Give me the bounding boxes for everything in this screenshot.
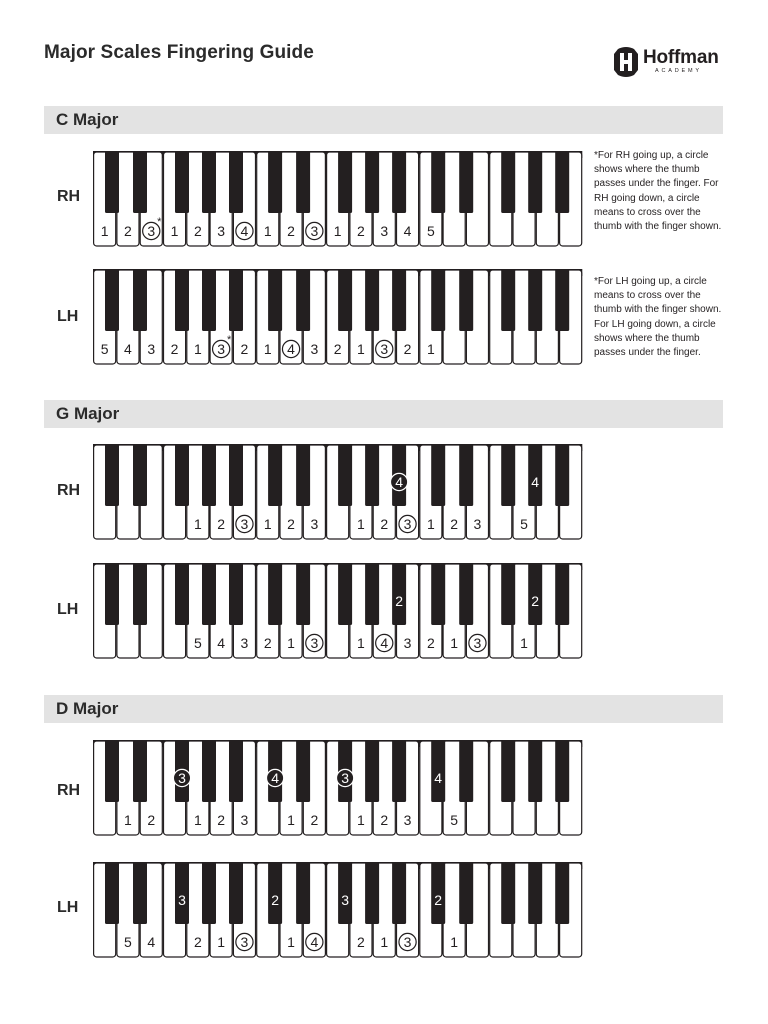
- black-key: [229, 444, 243, 506]
- logo-subtitle: ACADEMY: [655, 68, 702, 74]
- hand-label-rh: RH: [57, 188, 81, 205]
- black-key: [431, 563, 445, 625]
- black-key: [555, 444, 569, 506]
- finger-number: 2: [124, 223, 132, 239]
- black-key: [528, 862, 542, 924]
- finger-number: 1: [263, 516, 272, 532]
- black-key: [175, 151, 189, 213]
- finger-number: 3: [240, 635, 249, 651]
- hand-label-lh: LH: [57, 899, 79, 916]
- finger-number: 1: [357, 635, 365, 651]
- black-key: [431, 269, 445, 331]
- finger-number: 1: [217, 934, 226, 950]
- black-key: [202, 444, 216, 506]
- finger-number: 2: [395, 593, 403, 609]
- finger-number: 4: [287, 341, 295, 357]
- finger-number: 3: [380, 341, 389, 357]
- hoffman-academy-logo: [612, 46, 727, 80]
- black-key: [202, 151, 216, 213]
- black-key: [105, 269, 119, 331]
- black-key: [229, 862, 243, 924]
- finger-number: 4: [217, 635, 226, 651]
- finger-number: 1: [333, 223, 342, 239]
- black-key: [296, 151, 310, 213]
- black-key: [365, 740, 379, 802]
- black-key: [459, 563, 473, 625]
- finger-number: 3: [310, 635, 319, 651]
- black-key: [528, 151, 542, 213]
- black-key: [133, 563, 147, 625]
- finger-number: 1: [450, 934, 459, 950]
- hand-label-lh: LH: [57, 308, 79, 325]
- black-key: [555, 151, 569, 213]
- black-key: [202, 862, 216, 924]
- black-key: [392, 740, 406, 802]
- black-key: [268, 269, 282, 331]
- hand-label-rh: RH: [57, 482, 81, 499]
- black-key: [133, 151, 147, 213]
- finger-number: 3: [240, 812, 249, 828]
- black-key: [501, 862, 515, 924]
- black-key: [105, 740, 119, 802]
- finger-number: 1: [287, 635, 295, 651]
- finger-number: 1: [426, 341, 435, 357]
- keyboard-c-major-lh: [93, 269, 583, 366]
- hand-label-rh: RH: [57, 782, 81, 799]
- black-key: [501, 444, 515, 506]
- finger-number: 5: [100, 341, 109, 357]
- black-key: [501, 269, 515, 331]
- black-key: [338, 151, 352, 213]
- finger-number: 2: [434, 892, 443, 908]
- logo-brand-name: Hoffman: [643, 47, 719, 68]
- finger-number: 3: [147, 341, 156, 357]
- finger-number: 1: [263, 341, 272, 357]
- finger-number: 1: [287, 812, 295, 828]
- black-key: [268, 151, 282, 213]
- finger-number: 1: [380, 934, 389, 950]
- finger-number: 3: [310, 341, 319, 357]
- keyboard-c-major-rh: [93, 151, 583, 248]
- page-title: Major Scales Fingering Guide: [44, 42, 314, 63]
- finger-number: 2: [263, 635, 272, 651]
- black-key: [459, 151, 473, 213]
- finger-number: 1: [124, 812, 132, 828]
- black-key: [105, 563, 119, 625]
- black-key: [459, 740, 473, 802]
- finger-number: 3: [178, 770, 186, 786]
- black-key: [133, 444, 147, 506]
- finger-number: 1: [357, 812, 365, 828]
- finger-number: 2: [271, 892, 279, 908]
- finger-number: 2: [426, 635, 435, 651]
- finger-number: 4: [124, 341, 132, 357]
- black-key: [133, 740, 147, 802]
- finger-number: 2: [170, 341, 179, 357]
- black-key: [501, 740, 515, 802]
- black-key: [133, 862, 147, 924]
- section-header-c-major: [44, 106, 723, 134]
- black-key: [202, 269, 216, 331]
- finger-number: 1: [193, 812, 202, 828]
- finger-number: 4: [380, 635, 389, 651]
- finger-number: 2: [217, 812, 226, 828]
- black-key: [365, 862, 379, 924]
- finger-number: 4: [434, 770, 443, 786]
- finger-number: 5: [450, 812, 459, 828]
- finger-number: 2: [357, 934, 365, 950]
- black-key: [105, 151, 119, 213]
- black-key: [268, 563, 282, 625]
- black-key: [105, 862, 119, 924]
- finger-number: 3: [403, 934, 412, 950]
- finger-number: 5: [426, 223, 435, 239]
- finger-number: 3: [240, 516, 249, 532]
- finger-number: 2: [333, 341, 342, 357]
- finger-number: 1: [193, 341, 202, 357]
- black-key: [555, 269, 569, 331]
- finger-number: 3: [310, 516, 319, 532]
- finger-number: 2: [357, 223, 365, 239]
- keyboard-d-major-rh: [93, 740, 583, 837]
- black-key: [392, 151, 406, 213]
- finger-number: 1: [520, 635, 528, 651]
- finger-number: 2: [217, 516, 226, 532]
- asterisk-mark: *: [227, 334, 232, 346]
- black-key: [392, 862, 406, 924]
- black-key: [555, 563, 569, 625]
- black-key: [392, 269, 406, 331]
- black-key: [229, 269, 243, 331]
- finger-number: 1: [100, 223, 109, 239]
- black-key: [528, 740, 542, 802]
- finger-number: 2: [450, 516, 459, 532]
- black-key: [365, 563, 379, 625]
- finger-number: 3: [341, 892, 349, 908]
- black-key: [555, 740, 569, 802]
- finger-number: 3: [403, 812, 412, 828]
- finger-number: 2: [380, 812, 389, 828]
- black-key: [105, 444, 119, 506]
- finger-number: 3: [310, 223, 319, 239]
- finger-number: 5: [520, 516, 528, 532]
- finger-number: 1: [170, 223, 179, 239]
- finger-number: 3: [403, 635, 412, 651]
- black-key: [202, 563, 216, 625]
- black-key: [296, 563, 310, 625]
- black-key: [296, 269, 310, 331]
- black-key: [202, 740, 216, 802]
- finger-number: 4: [147, 934, 156, 950]
- finger-number: 2: [193, 223, 202, 239]
- hoffman-logo-icon: [612, 46, 640, 78]
- finger-number: 4: [271, 770, 279, 786]
- finger-number: 1: [426, 516, 435, 532]
- section-title: D Major: [56, 699, 119, 718]
- keyboard-g-major-rh: [93, 444, 583, 541]
- black-key: [459, 862, 473, 924]
- keyboard-d-major-lh: [93, 862, 583, 959]
- black-key: [365, 269, 379, 331]
- finger-number: 4: [531, 474, 540, 490]
- black-key: [175, 444, 189, 506]
- black-key: [133, 269, 147, 331]
- black-key: [338, 269, 352, 331]
- rh-footnote: *For RH going up, a circle shows where the thumb passes under the finger. For RH going down, a circle means to cross over the thumb with the finger shown.: [594, 150, 722, 233]
- black-key: [229, 151, 243, 213]
- black-key: [175, 269, 189, 331]
- asterisk-mark: *: [157, 216, 162, 228]
- finger-number: 2: [403, 341, 412, 357]
- finger-number: 3: [403, 516, 412, 532]
- black-key: [555, 862, 569, 924]
- section-title: C Major: [56, 110, 119, 129]
- black-key: [175, 563, 189, 625]
- finger-number: 4: [395, 474, 403, 490]
- lh-footnote: *For LH going up, a circle means to cross over the thumb with the finger shown. For LH going down, a circle shows where the thumb passes under the finger.: [594, 276, 722, 359]
- finger-number: 2: [193, 934, 202, 950]
- keyboard-g-major-lh: [93, 563, 583, 660]
- finger-number: 2: [287, 223, 295, 239]
- finger-number: 3: [473, 516, 482, 532]
- section-header-g-major: [44, 400, 723, 428]
- section-header-d-major: [44, 695, 723, 723]
- black-key: [268, 444, 282, 506]
- finger-number: 1: [263, 223, 272, 239]
- black-key: [431, 151, 445, 213]
- finger-number: 3: [147, 223, 156, 239]
- finger-number: 4: [310, 934, 319, 950]
- finger-number: 1: [287, 934, 295, 950]
- finger-number: 3: [341, 770, 349, 786]
- finger-number: 3: [217, 223, 226, 239]
- finger-number: 3: [380, 223, 389, 239]
- black-key: [459, 269, 473, 331]
- finger-number: 5: [193, 635, 202, 651]
- section-title: G Major: [56, 404, 120, 423]
- finger-number: 2: [240, 341, 249, 357]
- finger-number: 5: [124, 934, 132, 950]
- black-key: [365, 444, 379, 506]
- black-key: [296, 862, 310, 924]
- finger-number: 1: [357, 341, 365, 357]
- black-key: [229, 740, 243, 802]
- finger-number: 3: [217, 341, 226, 357]
- black-key: [501, 151, 515, 213]
- finger-number: 2: [287, 516, 295, 532]
- finger-number: 2: [380, 516, 389, 532]
- finger-number: 2: [531, 593, 540, 609]
- black-key: [501, 563, 515, 625]
- black-key: [229, 563, 243, 625]
- finger-number: 1: [193, 516, 202, 532]
- black-key: [338, 444, 352, 506]
- finger-number: 1: [450, 635, 459, 651]
- finger-number: 3: [240, 934, 249, 950]
- black-key: [338, 563, 352, 625]
- finger-number: 2: [310, 812, 319, 828]
- finger-number: 4: [403, 223, 412, 239]
- finger-number: 4: [240, 223, 249, 239]
- black-key: [459, 444, 473, 506]
- finger-number: 1: [357, 516, 365, 532]
- black-key: [296, 444, 310, 506]
- black-key: [431, 444, 445, 506]
- hand-label-lh: LH: [57, 601, 79, 618]
- finger-number: 3: [473, 635, 482, 651]
- finger-number: 2: [147, 812, 156, 828]
- finger-number: 3: [178, 892, 186, 908]
- black-key: [528, 269, 542, 331]
- black-key: [365, 151, 379, 213]
- black-key: [296, 740, 310, 802]
